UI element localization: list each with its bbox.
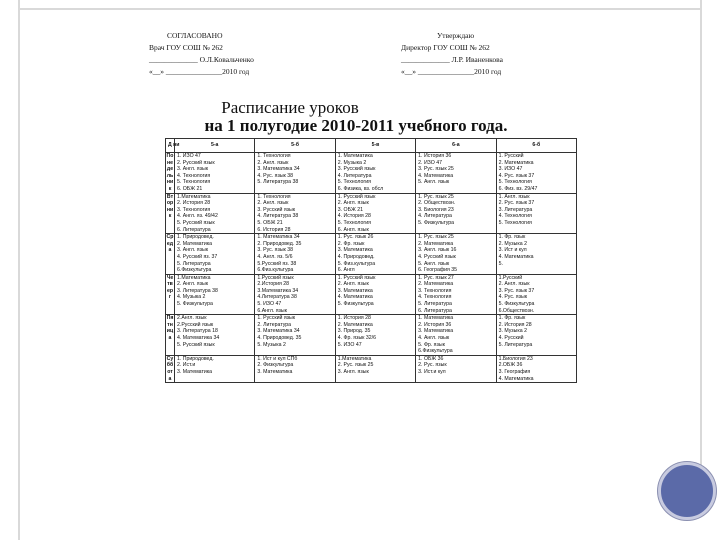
lesson-entry: 3. География <box>498 369 531 375</box>
lesson-entry: 1. Русский <box>498 153 524 159</box>
lesson-entry: 1. Математика <box>418 315 454 322</box>
lesson-entry: 1.Математика <box>337 355 372 362</box>
table-row <box>166 234 577 275</box>
lesson-entry: 3. Технология <box>177 206 211 213</box>
lesson-entry: 1. Рус. язык 25 <box>418 234 454 241</box>
decorative-circle <box>658 462 716 520</box>
lesson-entry: 2. Музыка 2 <box>498 240 528 247</box>
lesson-entry: 3. Англ. язык 16 <box>418 247 457 254</box>
approval-right-line3: «__» _______________2010 год <box>401 67 502 76</box>
lesson-entry: 1. ИЗО 47 <box>177 153 201 159</box>
lesson-entry: 2.Англ. язык <box>177 315 207 322</box>
approval-left-heading: СОГЛАСОВАНО <box>167 31 223 40</box>
lesson-entry: 3. Литература <box>498 206 533 213</box>
lesson-entry: 3. Математика 34 <box>257 166 300 173</box>
column-header: 6-б <box>496 139 576 153</box>
lesson-entry: 2. История 28 <box>177 200 211 207</box>
lesson-entry <box>177 348 252 355</box>
lesson-entry: 3. Рус. язык 38 <box>257 247 294 254</box>
schedule-cell <box>175 153 255 194</box>
lesson-entry: 4. Математика <box>498 253 534 260</box>
lesson-entry: 5. ОБЖ 21 <box>257 219 283 226</box>
approval-left-line2: _____________ О.Л.Ковальченко <box>149 55 254 64</box>
column-header: 5-в <box>335 139 415 153</box>
lesson-entry: 6. География 35 <box>418 267 458 274</box>
lesson-entry <box>177 308 252 315</box>
lesson-entry: 6. ОБЖ 21 <box>177 185 203 192</box>
approval-left-line1: Врач ГОУ СОШ № 262 <box>149 43 223 52</box>
lesson-entry: 4. Природовед. <box>337 253 375 260</box>
lesson-entry <box>499 267 574 274</box>
table-row <box>166 193 577 234</box>
schedule-cell <box>255 315 335 356</box>
lesson-entry: 4. Фр. язык 32/6 <box>337 335 376 342</box>
schedule-cell <box>416 315 496 356</box>
lesson-entry: 5. Физкультура <box>337 301 374 308</box>
lesson-entry: 2. ИЗО 47 <box>418 159 442 166</box>
lesson-entry: 2. Математика <box>498 159 534 166</box>
lesson-entry: 6. Литература <box>177 226 211 233</box>
lesson-entry: 1. История 28 <box>337 315 371 322</box>
lesson-entry: 3. Ист.и кул <box>418 369 446 375</box>
lesson-entry: 4. Математика <box>498 375 534 382</box>
lesson-entry: 3. Математика 34 <box>257 328 300 335</box>
lesson-entry: 5. Литература <box>498 341 533 348</box>
table-row <box>166 315 577 356</box>
lesson-entry: 5.Русский яз. 38 <box>257 260 297 267</box>
lesson-entry: 5. Технология <box>498 219 532 226</box>
lesson-entry: 5. Англ. язык <box>418 260 450 267</box>
schedule-cell <box>175 315 255 356</box>
schedule-cell <box>496 274 576 315</box>
lesson-entry: 3. Музыка 2 <box>498 328 528 335</box>
lesson-entry: 2. Математика <box>418 281 454 288</box>
approval-left-line3: «__» _______________2010 год <box>149 67 250 76</box>
corner-header: Д ни <box>166 139 175 153</box>
schedule-cell <box>335 193 415 234</box>
lesson-entry: 4.Литература 38 <box>257 294 297 301</box>
schedule-cell <box>255 274 335 315</box>
lesson-entry: 1. Русский язык <box>337 274 376 281</box>
lesson-entry: 5. Фр. язык <box>418 341 445 348</box>
lesson-entry: 2. Англ. язык <box>337 200 369 207</box>
lesson-entry: 1. История 36 <box>418 153 452 159</box>
lesson-entry: 6. Физ. вз. 29/47 <box>498 185 538 192</box>
lesson-entry: 6.Физ.культура <box>257 267 294 274</box>
table-row <box>166 153 577 194</box>
lesson-entry: 5. Литература <box>418 301 452 308</box>
lesson-entry: 4. Литература 38 <box>257 213 299 220</box>
lesson-entry <box>338 308 413 315</box>
lesson-entry: 3. Литература 18 <box>177 328 218 335</box>
lesson-entry: 2. Обществозн. <box>418 200 456 207</box>
lesson-entry: 3. Англ. язык <box>337 369 369 375</box>
lesson-entry: 2. Англ. язык <box>177 281 208 288</box>
lesson-entry <box>257 348 332 355</box>
schedule-cell <box>416 234 496 275</box>
lesson-entry: 3. Математика <box>337 287 373 294</box>
lesson-entry: 6. Физика, вз. обсл <box>337 185 384 192</box>
lesson-entry: 4. Математика <box>337 294 373 301</box>
lesson-entry: 4. Технология <box>498 213 532 220</box>
table-header-row <box>166 139 577 153</box>
lesson-entry: 2. История 28 <box>498 321 532 328</box>
lesson-entry: 1. Русский язык <box>337 193 376 200</box>
lesson-entry: 3. Математика <box>257 369 293 375</box>
lesson-entry: 1.Математика <box>177 193 211 200</box>
lesson-entry: 4. Литература <box>418 213 452 220</box>
lesson-entry <box>418 227 493 234</box>
schedule-cell <box>255 153 335 194</box>
lesson-entry: 4. Математика <box>418 172 454 179</box>
schedule-cell <box>416 355 496 382</box>
lesson-entry: 1.Биология 23 <box>498 355 533 362</box>
schedule-cell <box>175 193 255 234</box>
lesson-entry: 2.Русский язык <box>177 321 214 328</box>
lesson-entry: 3. Технология <box>418 287 452 294</box>
lesson-entry <box>338 348 413 355</box>
schedule-cell <box>416 274 496 315</box>
lesson-entry: 6.Физкультура <box>177 267 212 274</box>
lesson-entry: 1. Рус. язык 27 <box>418 274 454 281</box>
lesson-entry: 3. Математика <box>177 369 213 375</box>
day-label: Суббота <box>166 355 174 382</box>
lesson-entry: 2. Математика <box>418 240 454 247</box>
column-header: 5-а <box>175 139 255 153</box>
schedule-cell <box>175 274 255 315</box>
schedule-cell <box>416 153 496 194</box>
lesson-entry: 2. Ист.и <box>177 362 196 369</box>
lesson-entry: 2. Англ. язык <box>257 159 289 166</box>
day-label: Среда <box>166 234 175 275</box>
approval-right-line1: Директор ГОУ СОШ № 262 <box>401 43 490 52</box>
lesson-entry: 4. Англ. яз. 5/6 <box>257 253 293 260</box>
lesson-entry: 4. Русский <box>498 335 524 342</box>
lesson-entry: 3. Рус. язык 25 <box>418 166 454 173</box>
lesson-entry: 4. Математика 34 <box>177 335 220 342</box>
lesson-entry: 4. Рус. язык <box>498 294 527 301</box>
schedule-cell <box>335 234 415 275</box>
frame-left-line <box>18 0 20 540</box>
lesson-entry: 3. Математика <box>337 247 373 254</box>
lesson-entry: 5. Русский язык <box>177 341 215 348</box>
lesson-entry: 5. ИЗО 47 <box>257 301 282 308</box>
lesson-entry: 6. Литература <box>418 307 452 314</box>
lesson-entry: 4. Природовед. 35 <box>257 335 302 342</box>
lesson-entry: 2. Англ. язык <box>337 281 369 288</box>
lesson-entry: 5. Физкультура <box>418 219 455 226</box>
lesson-entry: 5. Литература 38 <box>257 179 299 186</box>
lesson-entry: 3. Литература 38 <box>177 287 218 294</box>
lesson-entry: 2. Физкультура <box>257 362 294 369</box>
day-label: Вторник <box>166 193 175 234</box>
schedule-cell <box>255 193 335 234</box>
schedule-cell <box>335 315 415 356</box>
lesson-entry: 6. История 28 <box>257 226 291 233</box>
lesson-entry: 3. Англ. язык <box>177 166 208 173</box>
lesson-entry: 3. ИЗО 47 <box>498 166 523 173</box>
lesson-entry: 4. Литература <box>337 172 372 179</box>
lesson-entry: 3. Русский язык <box>257 206 296 213</box>
lesson-entry: 3. Биология 23 <box>418 206 454 213</box>
lesson-entry: 4. Англ. язык <box>418 335 450 342</box>
lesson-entry: 4. Технология <box>418 294 452 301</box>
approval-right-heading: Утверждаю <box>437 31 475 40</box>
lesson-entry <box>499 227 574 234</box>
lesson-entry: 2. Рус. язык 37 <box>498 200 535 207</box>
table-row <box>166 355 577 382</box>
lesson-entry: 5. Музыка 2 <box>257 341 286 348</box>
lesson-entry: 2. Математика <box>177 240 213 247</box>
schedule-cell <box>255 234 335 275</box>
lesson-entry: 3. Ист и кул <box>498 247 527 254</box>
lesson-entry: 5. <box>498 260 503 267</box>
lesson-entry: 5. Технология <box>498 179 532 186</box>
lesson-entry: 3. Рус. язык 37 <box>498 287 535 294</box>
lesson-entry: 2. История 36 <box>418 321 452 328</box>
schedule-cell <box>496 355 576 382</box>
lesson-entry: 4. Рус. язык 38 <box>257 172 294 179</box>
lesson-entry: 2. Математика <box>337 321 373 328</box>
schedule-cell <box>335 355 415 382</box>
lesson-entry: 2. Русский язык <box>177 159 215 166</box>
lesson-entry: 1. ОБЖ 36 <box>418 355 444 362</box>
lesson-entry: 2. Рус. язык 25 <box>337 362 374 369</box>
schedule-title: Расписание уроков <box>221 98 359 117</box>
lesson-entry: 5. ИЗО 47 <box>337 341 362 348</box>
lesson-entry: 2.История 28 <box>257 281 290 288</box>
schedule-cell <box>255 355 335 382</box>
table-row <box>166 274 577 315</box>
frame-right-line <box>700 0 702 470</box>
column-header: 6-а <box>416 139 496 153</box>
lesson-entry: 5. Физкультура <box>177 301 213 308</box>
schedule-subtitle: на 1 полугодие 2010-2011 учебного года. <box>204 116 508 135</box>
schedule-cell <box>496 193 576 234</box>
lesson-entry: 4. Англ. яз. 49/42 <box>177 213 218 220</box>
lesson-entry: 6.Физкультура <box>418 348 453 355</box>
day-label: Понедельник <box>166 153 174 192</box>
schedule-cell <box>496 234 576 275</box>
schedule-cell <box>175 355 255 382</box>
lesson-entry: 1. Природовед. <box>177 234 214 241</box>
lesson-entry: 2. Фр. язык <box>337 240 365 247</box>
lesson-entry: 1. Математика 34 <box>257 234 300 241</box>
lesson-entry: 3. Англ. язык <box>177 247 208 254</box>
lesson-entry: 1. Рус. язык 25 <box>418 193 454 200</box>
frame-top-line <box>18 8 702 10</box>
schedule-cell <box>175 234 255 275</box>
lesson-entry: 1.Русский <box>498 274 523 281</box>
lesson-entry <box>499 348 574 355</box>
lesson-entry: 3. Русский язык <box>337 166 376 173</box>
approval-right-line2: _____________ Л.Р. Иваненкова <box>401 55 503 64</box>
lesson-entry <box>257 186 332 193</box>
day-label: Пятница <box>166 315 175 356</box>
lesson-entry: 4. Технология <box>177 172 211 179</box>
lesson-entry: 1. Фр. язык <box>498 234 526 241</box>
lesson-entry: 5. Технология <box>177 179 211 186</box>
lesson-entry: 3. Математика <box>418 328 454 335</box>
lesson-entry: 4. Музыка 2 <box>177 294 206 301</box>
schedule-cell <box>335 274 415 315</box>
schedule-cell <box>416 193 496 234</box>
lesson-entry <box>418 186 493 193</box>
lesson-entry: 6.Обществозн. <box>498 307 535 314</box>
lesson-entry: 1. Природовед. <box>177 355 214 362</box>
lesson-entry: 6. Англ. язык <box>337 226 369 233</box>
schedule-cell <box>335 153 415 194</box>
lesson-entry: 3.Математика 34 <box>257 287 299 294</box>
lesson-entry: 4. История 28 <box>337 213 371 220</box>
lesson-entry: 1.Математика <box>177 274 211 281</box>
lesson-entry: 2. Англ. язык <box>257 200 289 207</box>
column-header: 5-б <box>255 139 335 153</box>
lesson-entry: 1. Математика <box>337 153 373 159</box>
lesson-entry: 1.Русский язык <box>257 274 294 281</box>
lesson-entry: 5. Физкультура <box>498 301 535 308</box>
lesson-entry: 5. Литература <box>177 260 211 267</box>
schedule-cell <box>496 153 576 194</box>
lesson-entry: 4. Рус. язык 37 <box>498 172 535 179</box>
lesson-entry: 1. Ист и кул СПб <box>257 355 298 362</box>
lesson-entry: 5. Технология <box>337 219 371 226</box>
lesson-entry: 1. Технология <box>257 153 291 159</box>
lesson-entry: 2. Англ. язык <box>498 281 530 288</box>
lesson-entry: 1. Фр. язык <box>498 315 526 322</box>
lesson-entry: 5. Русский язык <box>177 219 215 226</box>
lesson-entry: 2. Рус. язык <box>418 362 447 369</box>
lesson-entry: 6.Англ. язык <box>257 307 287 314</box>
lesson-entry: 2. Литература <box>257 321 292 328</box>
lesson-entry: 2. Музыка 2 <box>337 159 367 166</box>
day-label: Четверг <box>166 274 175 315</box>
lesson-entry: 4. Русский язык <box>418 253 456 260</box>
lesson-entry: 1. Англ. язык <box>498 193 530 200</box>
lesson-entry: 2.ОБЖ 36 <box>498 362 523 369</box>
lesson-entry: 5. Англ. язык <box>418 179 450 186</box>
lesson-entry: 1. Русский язык <box>257 315 296 322</box>
schedule-table <box>165 138 577 383</box>
lesson-entry: 4. Русский яз. 37 <box>177 253 218 260</box>
schedule-cell <box>496 315 576 356</box>
lesson-entry: 1. Рус. язык 26 <box>337 234 374 241</box>
lesson-entry: 3. ОБЖ 21 <box>337 206 363 213</box>
lesson-entry: 1. Технология <box>257 193 291 200</box>
lesson-entry: 2. Природовед. 35 <box>257 240 302 247</box>
lesson-entry: 3. Природ. 35 <box>337 328 371 335</box>
lesson-entry: 5. Физ.культура <box>337 260 376 267</box>
lesson-entry: 6. Англ <box>337 267 355 274</box>
lesson-entry: 5. Технология <box>337 179 371 186</box>
